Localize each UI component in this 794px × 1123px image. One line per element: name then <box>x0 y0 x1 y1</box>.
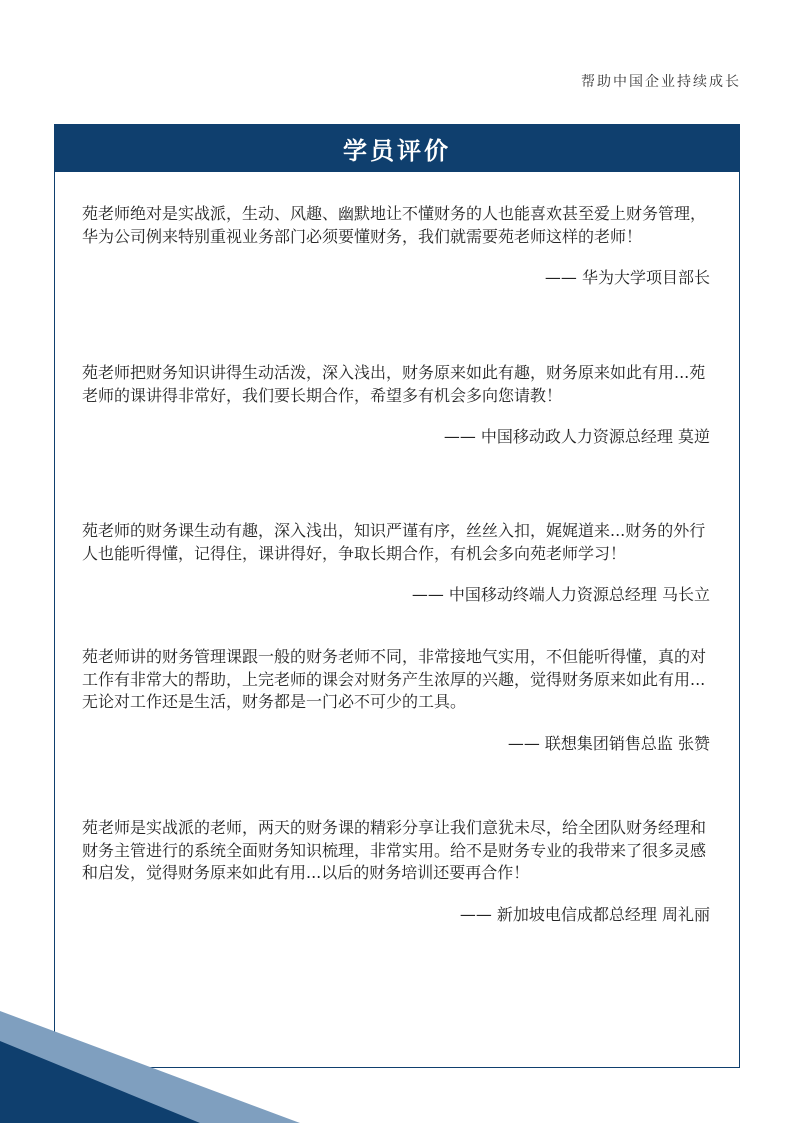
testimonial-3 <box>82 520 710 606</box>
testimonial-1 <box>82 203 710 289</box>
testimonial-source: —— 新加坡电信成都总经理 周礼丽 <box>459 904 710 924</box>
testimonial-source: —— 联想集团销售总监 张赞 <box>507 733 710 753</box>
testimonial-source: —— 中国移动终端人力资源总经理 马长立 <box>411 585 710 604</box>
testimonial-4 <box>82 646 710 755</box>
testimonial-text: 苑老师是实战派的老师，两天的财务课的精彩分享让我们意犹未尽，给全团队财务经理和财务主管进行的系统全面财务知识梳理，非常实用。给不是财务专业的我带来了很多灵感和启发，觉得财务原来如此有用...以后的财务培训还要再合作！ <box>82 818 707 882</box>
testimonial-source: —— 中国移动政人力资源总经理 莫逆 <box>443 427 710 446</box>
testimonial-5 <box>82 817 710 926</box>
testimonial-text: 苑老师讲的财务管理课跟一般的财务老师不同，非常接地气实用，不但能听得懂，真的对工作有非常大的帮助，上完老师的课会对财务产生浓厚的兴趣，觉得财务原来如此有用...无论对工作还是生活，财务都是一门必不可少的工具。 <box>82 647 707 711</box>
testimonial-text: 苑老师的财务课生动有趣，深入浅出，知识严谨有序，丝丝入扣，娓娓道来...财务的外行人也能听得懂，记得住，课讲得好，争取长期合作，有机会多向苑老师学习！ <box>82 521 706 563</box>
testimonial-source: —— 华为大学项目部长 <box>544 268 710 287</box>
testimonial-text: 苑老师绝对是实战派，生动、风趣、幽默地让不懂财务的人也能喜欢甚至爱上财务管理，华为公司例来特别重视业务部门必须要懂财务，我们就需要苑老师这样的老师！ <box>82 204 707 246</box>
testimonial-text: 苑老师把财务知识讲得生动活泼，深入浅出，财务原来如此有趣，财务原来如此有用...苑老师的课讲得非常好，我们要长期合作，希望多有机会多向您请教！ <box>82 363 706 405</box>
company-tagline: 帮助中国企业持续成长 <box>581 74 741 90</box>
testimonial-2 <box>82 362 710 448</box>
corner-decoration <box>0 1011 300 1123</box>
section-title: 学员评价 <box>54 124 740 172</box>
